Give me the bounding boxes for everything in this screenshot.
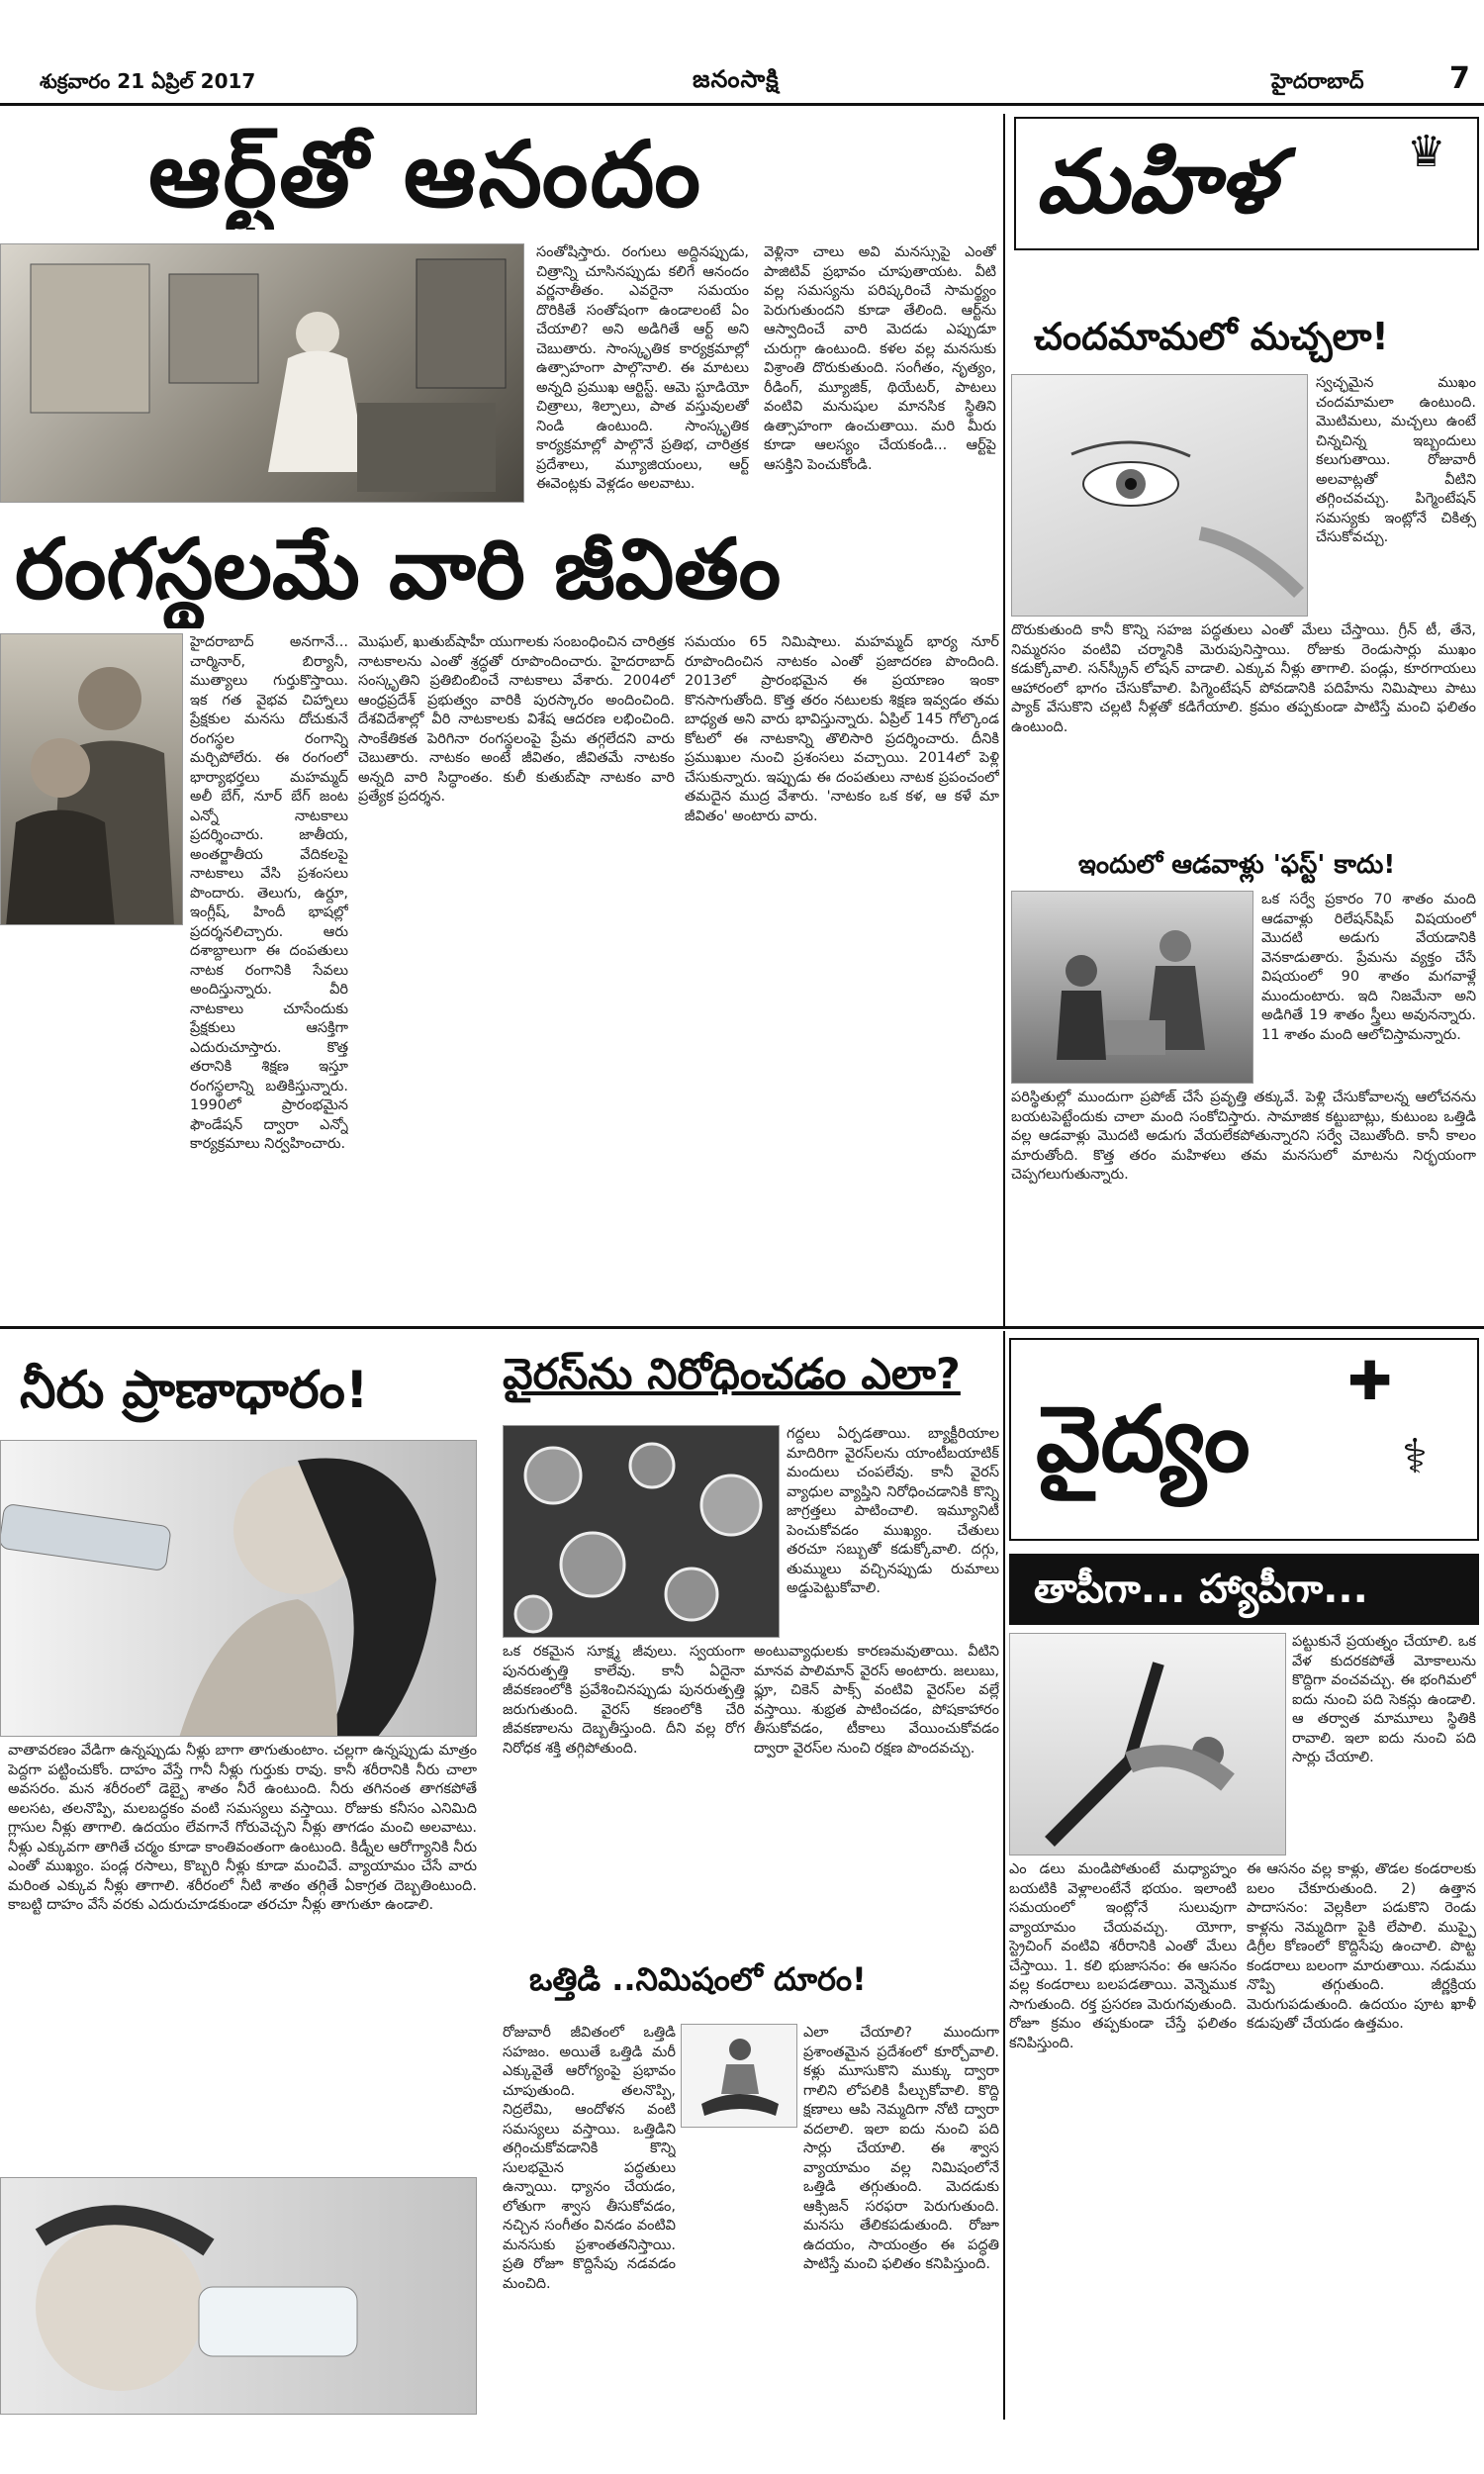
virus-body-right: గద్దలు ఏర్పడతాయి. బ్యాక్టీరియాల మాదిరిగా వైరస్‌లను యాంటీబయాటిక్ మందులు చంపలేవు. కానీ వైరస్ వ్యాధుల వ్యాప్తిని నిరోధించడానికి కొన్ని జాగ్రత్తలు పాటించాలి. ఇమ్యూనిటీ పెంచుకోవడం ముఖ్యం. చేతులు తరచూ సబ్బుతో కడుక్కోవాలి. దగ్గు, తుమ్ములు వచ్చినప్పుడు రుమాలు అడ్డుపెట్టుకోవాలి.	[787, 1426, 999, 1596]
crown-icon: ♛	[1407, 127, 1446, 177]
column-divider-top	[1003, 114, 1005, 1326]
woman-eye-illustration	[1012, 375, 1308, 617]
masthead-rule	[0, 103, 1484, 106]
health-banner-text: వైద్యం	[1036, 1385, 1251, 1492]
water-drinking-photo	[0, 1440, 477, 1737]
art-body-column-1: సంతోషిస్తారు. రంగులు అద్దినప్పుడు, చిత్రాన్ని చూసినప్పుడు కలిగే ఆనందం వర్ణనాతీతం. ఎవరైనా సమయం దొరికితే సంతోషంగా ఉండాలంటే ఏం చేయాలి? అని అడిగితే ఆర్ట్ అని చెబుతారు. సాంస్కృతిక కార్యక్రమాల్లో ఉత్సాహంగా పాల్గొనాలి. ఈ మాటలు అన్నది ప్రముఖ ఆర్టిస్ట్. ఆమె స్టూడియో చిత్రాలు, శిల్పాలు, పాత వస్తువులతో నిండి ఉంటుంది. సాంస్కృతిక కార్యక్రమాల్లో పాల్గొనే ప్రతిభ, చారిత్రక ప్రదేశాలు, మ్యూజియంలు, ఆర్ట్ ఈవెంట్లకు వెళ్లడం అలవాటు.	[536, 244, 749, 492]
section-divider-middle	[0, 1326, 1484, 1329]
stress-body-column-2: ఎలా చేయాలి? ముందుగా ప్రశాంతమైన ప్రదేశంలో కూర్చోవాలి. కళ్లు మూసుకొని ముక్కు ద్వారా గాలిని లోపలికి పీల్చుకోవాలి. కొద్ది క్షణాలు ఆపి నెమ్మదిగా నోటి ద్వారా వదలాలి. ఇలా ఐదు నుంచి పది సార్లు చేయాలి. ఈ శ్వాస వ్యాయామం వల్ల నిమిషంలోనే ఒత్తిడి తగ్గుతుంది. మెదడుకు ఆక్సిజన్ సరఫరా పెరుగుతుంది. మనసు తేలికపడుతుంది. రోజూ ఉదయం, సాయంత్రం ఈ పద్ధతి పాటిస్తే మంచి ఫలితం కనిపిస్తుంది.	[803, 2025, 999, 2272]
masthead-page-number: 7	[1449, 61, 1470, 96]
stress-body-column-1: రోజువారీ జీవితంలో ఒత్తిడి సహజం. అయితే ఒత్తిడి మరీ ఎక్కువైతే ఆరోగ్యంపై ప్రభావం చూపుతుంది. తలనొప్పి, నిద్రలేమి, ఆందోళన వంటి సమస్యలు వస్తాయి. ఒత్తిడిని తగ్గించుకోవడానికి కొన్ని సులభమైన పద్ధతులు ఉన్నాయి. ధ్యానం చేయడం, లోతుగా శ్వాస తీసుకోవడం, నచ్చిన సంగీతం వినడం వంటివి మనసుకు ప్రశాంతతనిస్తాయి. ప్రతి రోజూ కొద్దిసేపు నడవడం మంచిది.	[503, 2025, 676, 2292]
theatre-headline: రంగస్థలమే వారి జీవితం	[15, 521, 782, 618]
stress-headline: ఒత్తిడి ..నిమిషంలో దూరం!	[529, 1960, 867, 1998]
health-headline-bar	[1009, 1554, 1479, 1625]
woman-leg-stretch-illustration	[1010, 1634, 1286, 1856]
artist-painting-illustration	[1, 244, 524, 503]
health-body-column-1: ఎం డలు మండిపోతుంటే మధ్యాహ్నం బయటికి వెళ్లాలంటేనే భయం. ఇలాంటి సమయంలో ఇంట్లోనే సులువుగా వ్యాయామం చేయవచ్చు. యోగా, స్ట్రెచింగ్ వంటివి శరీరానికి ఎంతో మేలు చేస్తాయి. 1. కలి భుజాసనం: ఈ ఆసనం వల్ల కండరాలు బలపడతాయి. వెన్నెముక సాగుతుంది. రక్త ప్రసరణ మెరుగవుతుంది. రోజూ క్రమం తప్పకుండా చేస్తే ఫలితం కనిపిస్తుంది.	[1009, 1861, 1237, 2051]
first-headline: ఇందులో ఆడవాళ్లు 'ఫస్ట్' కాదు!	[1078, 850, 1396, 880]
health-body-column-2: ఈ ఆసనం వల్ల కాళ్లు, తొడల కండరాలకు బలం చేకూరుతుంది. 2) ఉత్తాన పాదాసనం: వెల్లకిలా పడుకొని రెండు కాళ్లను నెమ్మదిగా పైకి లేపాలి. ముప్పై డిగ్రీల కోణంలో కొద్దిసేపు ఉంచాలి. పొట్ట కండరాలు బలంగా మారుతాయి. నడుము నొప్పి తగ్గుతుంది. జీర్ణక్రియ మెరుగుపడుతుంది. ఉదయం పూట ఖాళీ కడుపుతో చేయడం ఉత్తమం.	[1247, 1861, 1476, 2032]
woman-with-glass-illustration	[1, 2178, 477, 2415]
theatre-body-column-2: మొఘల్, ఖుతుబ్‌షాహీ యుగాలకు సంబంధించిన చారిత్రక నాటకాలను ఎంతో శ్రద్ధతో రూపొందించారు. హైదరాబాద్ సంస్కృతిని ప్రతిబింబించే నాటకాలు వేశారు. 2004లో ఆంధ్రప్రదేశ్ ప్రభుత్వం వారికి పురస్కారం అందించింది. దేశవిదేశాల్లో వీరి నాటకాలకు విశేష ఆదరణ లభించింది. సాంకేతికత పెరిగినా రంగస్థలంపై ప్రేమ తగ్గలేదని వారు చెబుతారు. నాటకం అంటే జీవితం, జీవితమే నాటకం అన్నది వారి సిద్ధాంతం. కులీ కుతుబ్‌షా నాటకం వారి ప్రత్యేక ప్రదర్శన.	[358, 634, 675, 805]
mahila-banner-text: మహిళ	[1036, 130, 1275, 233]
theatre-body-column-1: హైదరాబాద్ అనగానే... చార్మినార్, బిర్యానీ, ముత్యాలు గుర్తుకొస్తాయి. ఇక గత వైభవ చిహ్నాలు ప్రేక్షకుల మనసు దోచుకునే రంగస్థల రంగాన్ని మర్చిపోలేరు. ఈ రంగంలో భార్యాభర్తలు మహమ్మద్ అలీ బేగ్, నూర్ బేగ్ జంట ఎన్నో నాటకాలు ప్రదర్శించారు. జాతీయ, అంతర్జాతీయ వేదికలపై నాటకాలు వేసి ప్రశంసలు పొందారు. తెలుగు, ఉర్దూ, ఇంగ్లీష్, హిందీ భాషల్లో ప్రదర్శనలిచ్చారు. ఆరు దశాబ్దాలుగా ఈ దంపతులు నాటక రంగానికి సేవలు అందిస్తున్నారు. వీరి నాటకాలు చూసేందుకు ప్రేక్షకులు ఆసక్తిగా ఎదురుచూస్తారు. కొత్త తరానికి శిక్షణ ఇస్తూ రంగస్థలాన్ని బతికిస్తున్నారు. 1990లో ప్రారంభమైన ఫౌండేషన్ ద్వారా ఎన్నో కార్యక్రమాలు నిర్వహించారు.	[190, 634, 348, 1152]
stethoscope-icon: ⚕	[1402, 1429, 1428, 1484]
first-body-right: ఒక సర్వే ప్రకారం 70 శాతం మంది ఆడవాళ్లు రిలేషన్‌షిప్ విషయంలో మొదటి అడుగు వేయడానికి వెనకాడుతారు. ప్రేమను వ్యక్తం చేసే విషయంలో 90 శాతం మగవాళ్లే ముందుంటారు. ఇది నిజమేనా అని అడిగితే 19 శాతం స్త్రీలు అవునన్నారు. 11 శాతం మంది ఆలోచిస్తామన్నారు.	[1261, 892, 1476, 1043]
health-headline: తాపీగా... హ్యాపీగా...	[1034, 1567, 1368, 1612]
virus-body-column-1: ఒక రకమైన సూక్ష్మ జీవులు. స్వయంగా పునరుత్పత్తి కాలేవు. కానీ ఏదైనా జీవకణంలోకి ప్రవేశించినప్పుడు పునరుత్పత్తి జరుగుతుంది. వైరస్ కణంలోకి చేరి జీవకణాలను దెబ్బతీస్తుంది. దీని వల్ల రోగ నిరోధక శక్తి తగ్గిపోతుంది.	[503, 1644, 745, 1757]
water-body: వాతావరణం వేడిగా ఉన్నప్పుడు నీళ్లు బాగా తాగుతుంటాం. చల్లగా ఉన్నప్పుడు మాత్రం పెద్దగా పట్టించుకోం. దాహం వేస్తే గానీ నీళ్లు గుర్తుకు రావు. కానీ శరీరానికి నీరు చాలా అవసరం. మన శరీరంలో డెబ్బై శాతం నీరే ఉంటుంది. నీరు తగినంత తాగకపోతే అలసట, తలనొప్పి, మలబద్ధకం వంటి సమస్యలు వస్తాయి. రోజుకు కనీసం ఎనిమిది గ్లాసుల నీళ్లు తాగాలి. ఉదయం లేవగానే గోరువెచ్చని నీళ్లు తాగడం మంచి అలవాటు. నీళ్లు ఎక్కువగా తాగితే చర్మం కూడా కాంతివంతంగా ఉంటుంది. కిడ్నీల ఆరోగ్యానికి నీరు ఎంతో ముఖ్యం. పండ్ల రసాలు, కొబ్బరి నీళ్లు కూడా మంచివే. వ్యాయామం చేసే వారు మరింత ఎక్కువ నీళ్లు తాగాలి. శరీరంలో నీటి శాతం తగ్గితే ఏకాగ్రత దెబ్బతింటుంది. కాబట్టి దాహం వేసే వరకు ఎదురుచూడకుండా తరచూ నీళ్లు తాగుతూ ఉండాలి.	[8, 1743, 477, 1913]
stress-yoga-photo	[681, 2024, 797, 2128]
art-headline: ఆర్ట్‌తో ఆనందం	[148, 122, 703, 228]
virus-microscope-photo	[503, 1425, 780, 1638]
mahila-face-photo	[1011, 374, 1308, 617]
mahila-section-banner	[1014, 117, 1479, 250]
art-photo	[0, 243, 524, 503]
health-stretch-photo	[1009, 1633, 1286, 1856]
mahila-headline: చందమామలో మచ్చలా!	[1034, 315, 1389, 358]
health-body-right: పట్టుకునే ప్రయత్నం చేయాలి. ఒక వేళ కుదరకపోతే మోకాలును కొద్దిగా వంచవచ్చు. ఈ భంగిమలో ఐదు నుంచి పది సెకన్లు ఉండాలి. ఆ తర్వాత మామూలు స్థితికి రావాలి. ఇలా ఐదు నుంచి పది సార్లు చేయాలి.	[1292, 1634, 1476, 1765]
health-section-banner	[1009, 1338, 1479, 1541]
masthead-date: శుక్రవారం 21 ఏప్రిల్ 2017	[40, 69, 256, 93]
woman-drinking-water-illustration	[1, 1441, 477, 1737]
meditating-woman-illustration	[682, 2025, 797, 2128]
virus-body-column-2: అంటువ్యాధులకు కారణమవుతాయి. వీటిని మానవ పాలిమాన్ వైరస్ అంటారు. జలుబు, ఫ్లూ, చికెన్ పాక్స్ వంటివి వైరస్‌ల వల్లే వస్తాయి. శుభ్రత పాటించడం, పోషకాహారం తీసుకోవడం, టీకాలు వేయించుకోవడం ద్వారా వైరస్‌ల నుంచి రక్షణ పొందవచ్చు.	[754, 1644, 999, 1757]
first-proposal-photo	[1011, 891, 1253, 1084]
couple-portrait-illustration	[1, 634, 183, 925]
column-divider-bottom	[1003, 1331, 1005, 2420]
mahila-body: దొరుకుతుంది కానీ కొన్ని సహజ పద్ధతులు ఎంతో మేలు చేస్తాయి. గ్రీన్ టీ, తేనె, నిమ్మరసం వంటివి చర్మానికి మెరుపునిస్తాయి. రోజుకు రెండుసార్లు ముఖం కడుక్కోవాలి. సన్‌స్క్రీన్ లోషన్ వాడాలి. ఎక్కువ నీళ్లు తాగాలి. పండ్లు, కూరగాయలు ఆహారంలో భాగం చేసుకోవాలి. పిగ్మెంటేషన్ పోవడానికి పదిహేను నిమిషాలు పాటు ప్యాక్ వేసుకొని చల్లటి నీళ్లతో కడిగేయాలి. క్రమం తప్పకుండా పాటిస్తే మంచి ఫలితం ఉంటుంది.	[1011, 622, 1476, 735]
water-glass-photo	[0, 2177, 477, 2415]
masthead-paper-logo: జనంసాక్షి	[693, 65, 780, 93]
masthead-city: హైదరాబాద్	[1271, 69, 1364, 93]
water-headline: నీరు ప్రాణాధారం!	[20, 1361, 369, 1420]
proposal-couple-illustration	[1012, 892, 1253, 1084]
theatre-body-column-3: సమయం 65 నిమిషాలు. మహమ్మద్ భార్య నూర్ రూపొందించిన నాటకం ఎంతో ప్రజాదరణ పొందింది. 2013లో ప్రారంభమైన ఈ ప్రయాణం ఇంకా కొనసాగుతోంది. కొత్త తరం నటులకు శిక్షణ ఇవ్వడం తమ బాధ్యత అని వారు భావిస్తున్నారు. ఏప్రిల్ 145 గోల్కొండ కోటలో ఈ నాటకాన్ని తొలిసారి ప్రదర్శించారు. దీనికి ప్రముఖుల నుంచి ప్రశంసలు వచ్చాయి. 2014లో పెళ్లి చేసుకున్నారు. ఇప్పుడు ఈ దంపతులు నాటక ప్రపంచంలో తమదైన ముద్ర వేశారు. 'నాటకం ఒక కళ, ఆ కళే మా జీవితం' అంటారు వారు.	[685, 634, 999, 824]
virus-headline: వైరస్‌ను నిరోధించడం ఎలా?	[503, 1350, 961, 1399]
virus-cells-illustration	[504, 1426, 780, 1638]
art-body-column-2: వెళ్లినా చాలు అవి మనస్సుపై ఎంతో పాజిటివ్ ప్రభావం చూపుతాయట. వీటి వల్ల సమస్యను పరిష్కరించే సామర్థ్యం పెరుగుతుందని కూడా తేలింది. ఆర్ట్‌ను ఆస్వాదించే వారి మెదడు ఎప్పుడూ చురుగ్గా ఉంటుంది. కళల వల్ల మనసుకు విశ్రాంతి దొరుకుతుంది. సంగీతం, నృత్యం, రీడింగ్, మ్యూజిక్, థియేటర్, పాటలు వంటివి మనుషుల మానసిక స్థితిని ఉత్సాహంగా ఉంచుతాయి. మరి మీరు కూడా ఆలస్యం చేయకండి... ఆర్ట్‌పై ఆసక్తిని పెంచుకోండి.	[764, 244, 996, 473]
mahila-body-right: స్వచ్ఛమైన ముఖం చందమామలా ఉంటుంది. మొటిమలు, మచ్చలు ఉంటే చిన్నచిన్న ఇబ్బందులు కలుగుతాయి. రోజువారీ అలవాట్లతో వీటిని తగ్గించవచ్చు. పిగ్మెంటేషన్ సమస్యకు ఇంట్లోనే చికిత్స చేసుకోవచ్చు.	[1316, 375, 1476, 545]
first-body: పరిస్థితుల్లో ముందుగా ప్రపోజ్ చేసే ప్రవృత్తి తక్కువే. పెళ్లి చేసుకోవాలన్న ఆలోచనను బయటపెట్టేందుకు చాలా మంది సంకోచిస్తారు. సామాజిక కట్టుబాట్లు, కుటుంబ ఒత్తిడి వల్ల ఆడవాళ్లు మొదటి అడుగు వేయలేకపోతున్నారని సర్వే చెబుతోంది. కానీ కాలం మారుతోంది. కొత్త తరం మహిళలు తమ మనసులో మాటను నిర్భయంగా చెప్పగలుగుతున్నారు.	[1011, 1090, 1476, 1183]
medical-cross-icon: ✚	[1347, 1350, 1393, 1412]
masthead	[0, 0, 1484, 109]
theatre-couple-photo	[0, 633, 183, 925]
